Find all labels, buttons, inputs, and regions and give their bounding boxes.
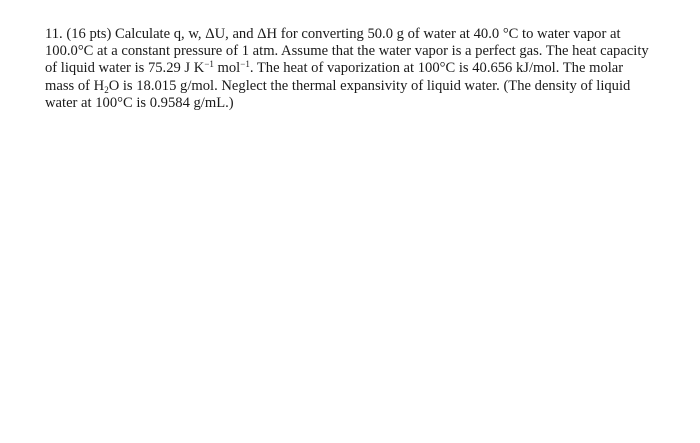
- exponent-mol: −1: [240, 59, 250, 70]
- problem-line-4: [45, 78, 670, 95]
- problem-line-4-text-a: mass of H: [45, 77, 105, 94]
- problem-line-3-text-b: mol: [213, 60, 241, 77]
- problem-line-1: [45, 26, 670, 43]
- problem-line-5-text: water at 100°C is 0.9584 g/mL.): [45, 94, 234, 111]
- problem-11-text: [45, 26, 670, 112]
- problem-line-2-text: 100.0°C at a constant pressure of 1 atm. Assume that the water vapor is a perfect gas. The heat capacity: [45, 43, 649, 60]
- problem-line-4-text-b: O is 18.015 g/mol. Neglect the thermal expansivity of liquid water. (The density of liquid: [108, 77, 631, 94]
- problem-line-3: [45, 60, 670, 77]
- exponent-k: −1: [204, 59, 214, 70]
- problem-line-5: [45, 95, 670, 112]
- problem-line-3-text-c: . The heat of vaporization at 100°C is 40.656 kJ/mol. The molar: [249, 60, 624, 77]
- problem-line-2: [45, 43, 670, 60]
- problem-line-1-text: 11. (16 pts) Calculate q, w, ΔU, and ΔH for converting 50.0 g of water at 40.0 °C to water vapor at: [45, 26, 621, 42]
- subscript-h2: 2: [104, 84, 109, 95]
- problem-line-3-text-a: of liquid water is 75.29 J K: [45, 60, 205, 77]
